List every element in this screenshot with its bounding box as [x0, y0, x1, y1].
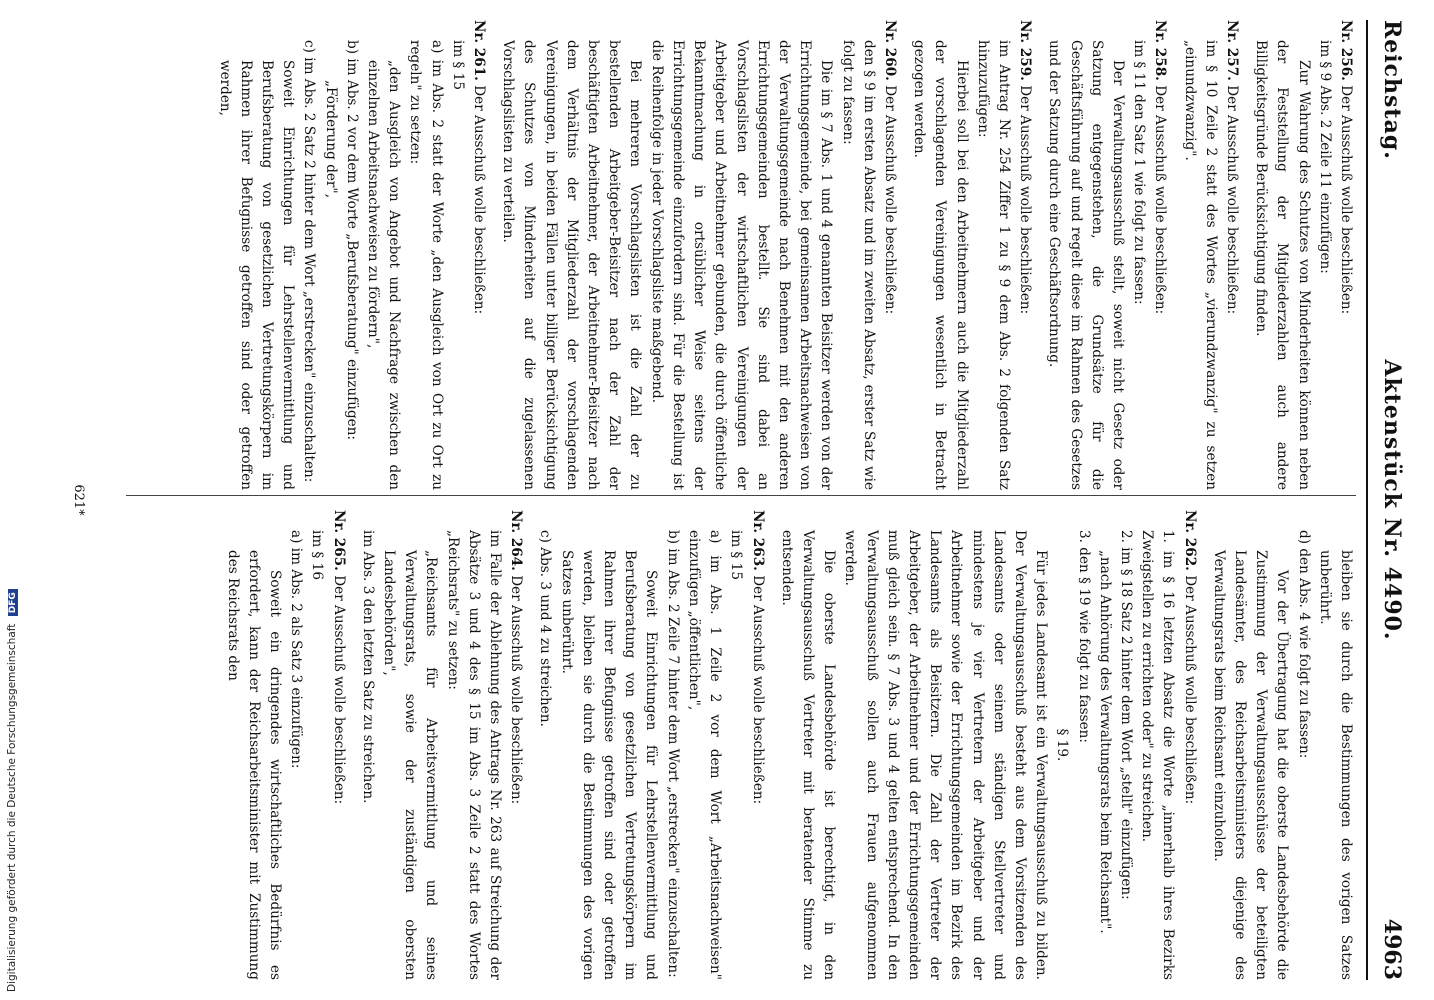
- entry-number: Nr. 263.: [749, 510, 766, 571]
- entry-item: a) im Abs. 2 als Satz 3 einzufügen:: [288, 530, 305, 769]
- entry-line: im § 9 Abs. 2 Zeile 11 einzufügen:: [1316, 40, 1333, 274]
- entry-number: Nr. 265.: [330, 510, 347, 571]
- entry-item: c) im Abs. 2 Satz 2 hinter dem Wort „erstrecken" einzuschalten:: [301, 40, 318, 483]
- entry-text: Für jedes Landesamt ist ein Verwaltungsausschuß zu bilden. Der Verwaltungsausschuß besteht aus dem Vorsitzenden des Landesamts oder seinem ständigen Stellvertreter und mindestens je vier Vertretern der Arbeitgeber und der Arbeitnehmer sowie der Errichtungsgemeinden im Bezirk des Landesamts als Beisitzern. Die Zahl der Vertreter der Arbeitgeber, der Arbeitnehmer und der Errichtungsgemeinden muß gleich sein. § 7 Abs. 3 und 4 gelten entsprechend. In den Verwaltungsausschuß sollen auch Frauen aufgenommen werden.: [842, 530, 1050, 980]
- entry-261: [213, 20, 489, 490]
- entry-item: d) den Abs. 4 wie folgt zu fassen:: [1295, 530, 1312, 759]
- page-header: [1372, 20, 1406, 980]
- entry-quote: Soweit ein dringendes wirtschaftliches Bedürfnis es erfordert, kann der Reichsarbeitsminister mit Zustimmung des Reichsrats den: [224, 550, 284, 980]
- entry-lead: Der Ausschuß wolle beschließen:: [1152, 85, 1169, 315]
- header-aktenstueck: Aktenstück Nr. 4490.: [1379, 359, 1405, 641]
- entry-lead: Der Ausschuß wolle beschließen:: [330, 575, 347, 805]
- entry-item: b) im Abs. 2 Zeile 7 hinter dem Wort „erstrecken" einzuschalten:: [664, 530, 681, 978]
- entry-258: [1043, 20, 1170, 490]
- dfg-logo: DFG: [8, 589, 18, 616]
- entry-quote: bleiben sie durch die Bestimmungen des vorigen Satzes unberührt.: [1316, 550, 1354, 980]
- entry-text: Die im § 7 Abs. 1 und 4 genannten Beisitzer werden von der Errichtungsgemeinde, bei gemeinsamen Arbeitsnachweisen von der Verwaltungsgemeinde nach Benehmen mit den anderen Errichtungsgemeinden bestellt. Sie sind dabei an Vorschlagslisten der wirtschaftlichen Vereinigungen der Arbeitgeber und Arbeitnehmer gebunden, die durch öffentliche Bekanntmachung in ortsüblicher Weise seitens der Errichtungsgemeinde einzufordern sind. Für die Bestellung ist die Reihenfolge in jeder Vorschlagsliste maßgebend.: [648, 40, 835, 490]
- entry-item: 2. im § 18 Satz 2 hinter dem Wort „stellt" einzufügen:: [1117, 530, 1134, 900]
- entry-line: im § 10 Zeile 2 statt des Wortes „vierundzwanzig" zu setzen „einundzwanzig".: [1181, 40, 1219, 490]
- entry-lead: Der Ausschuß wolle beschließen:: [1181, 575, 1198, 805]
- entry-261-continued: [1208, 510, 1356, 980]
- entry-line: den § 9 im ersten Absatz und im zweiten Absatz, erster Satz wie folgt zu fassen:: [839, 40, 877, 490]
- entry-lead: Der Ausschuß wolle beschließen:: [1338, 85, 1354, 315]
- header-page-number: 4963: [1379, 918, 1405, 980]
- entry-quote: „den Ausgleich von Angebot und Nachfrage zwischen den einzelnen Arbeitsnachweisen zu fördern",: [365, 60, 403, 490]
- entry-text: Die oberste Landesbehörde ist berechtigt, in den Verwaltungsausschuß Vertreter mit beratender Stimme zu entsenden.: [778, 530, 838, 980]
- entry-text: Der Verwaltungsausschuß stellt, soweit nicht Gesetz oder Satzung entgegenstehen, die Grundsätze für die Geschäftsführung auf und regelt diese im Rahmen des Gesetzes und der Satzung durch eine Geschäftsordnung.: [1046, 40, 1126, 490]
- entry-number: Nr. 264.: [508, 510, 525, 571]
- entry-number: Nr. 259.: [1017, 20, 1034, 81]
- column-divider: [126, 495, 1356, 496]
- entry-quote: Soweit Einrichtungen für Lehrstellenvermittlung und Berufsberatung von gesetzlichen Vertretungskörpern im Rahmen ihrer Befugnisse getroffen sind oder getroffen werden,: [216, 60, 297, 490]
- entry-number: Nr. 258.: [1152, 20, 1169, 81]
- entry-number: Nr. 262.: [1181, 510, 1198, 571]
- header-reichstag: Reichstag.: [1379, 20, 1405, 160]
- entry-item: 3. den § 19 wie folgt zu fassen:: [1075, 530, 1092, 743]
- entry-lead: Der Ausschuß wolle beschließen:: [1223, 85, 1240, 315]
- entry-item: 1. im § 16 letzten Absatz die Worte „innerhalb ihres Bezirks Zweigstellen zu errichten oder" zu streichen.: [1139, 530, 1177, 980]
- entry-lead: Der Ausschuß wolle beschließen:: [508, 575, 525, 805]
- entry-number: Nr. 260.: [881, 20, 898, 81]
- entry-line: im § 15: [728, 530, 745, 580]
- entry-quote: „Reichsamts für Arbeitsvermittlung und seines Verwaltungsrats, sowie der zuständigen obersten Landesbehörden",: [381, 550, 440, 980]
- entry-260: [497, 20, 900, 490]
- entry-number: Nr. 257.: [1223, 20, 1240, 81]
- entry-item: b) im Abs. 2 vor dem Worte „Berufsberatung" einzufügen:: [343, 40, 360, 441]
- entry-lead: Der Ausschuß wolle beschließen:: [749, 575, 766, 805]
- column-1: [205, 20, 1356, 490]
- entry-number: Nr. 256.: [1338, 20, 1354, 81]
- entry-number: Nr. 261.: [471, 20, 488, 81]
- entry-quote: „nach Anhörung des Verwaltungsrats beim Reichsamt".: [1096, 550, 1113, 934]
- entry-264: [357, 510, 527, 980]
- entry-lead: Der Ausschuß wolle beschließen:: [1017, 85, 1034, 315]
- entry-text: Bei mehreren Vorschlagslisten ist die Zahl der zu bestellenden Arbeitgeber-Beisitzer nach der Zahl der beschäftigten Arbeitnehmer, der Arbeitnehmer-Beisitzer nach dem Verhältnis der Mitgliederzahl der vorschlagenden Vereinigungen, in beiden Fällen unter billiger Berücksichtigung des Schutzes von Minderheiten auf die zugelassenen Vorschlagslisten zu verteilen.: [500, 40, 644, 490]
- entry-text: Hierbei soll bei den Arbeitnehmern auch die Mitgliederzahl der vorschlagenden Vereinigungen wesentlich in Betracht gezogen werden.: [911, 40, 970, 490]
- entry-item: a) im Abs. 2 statt der Worte „den Ausgleich von Ort zu Ort zu regeln" zu setzen:: [407, 40, 445, 490]
- entry-quote: Soweit Einrichtungen für Lehrstellenvermittlung und Berufsberatung von gesetzlichen Vertretungskörpern im Rahmen ihrer Befugnisse getroffen sind oder getroffen werden, bleiben sie durch die Bestimmungen des vorigen Satzes unberührt.: [558, 550, 660, 980]
- entry-line: im Antrag Nr. 254 Ziffer 1 zu § 9 dem Abs. 2 folgenden Satz hinzuzufügen:: [974, 40, 1012, 490]
- paragraph-heading: § 19.: [1054, 728, 1071, 762]
- entry-lead: Der Ausschuß wolle beschließen:: [471, 85, 488, 315]
- entry-262: [776, 510, 1200, 980]
- entry-259: [908, 20, 1035, 490]
- entry-line: im Falle der Ablehnung des Antrags Nr. 263 auf Streichung der Absätze 3 und 4 des § 15 im Abs. 3 Zeile 2 statt des Wortes „Reichsrats" zu setzen:: [444, 530, 504, 980]
- entry-263: [534, 510, 767, 980]
- entry-text: Zur Wahrung des Schutzes von Minderheiten können neben der Feststellung der Mitgliederzahlen auch andere Billigkeitsgründe Berücksichtigung finden.: [1253, 40, 1312, 490]
- entry-quote: Vor der Übertragung hat die oberste Landesbehörde die Zustimmung der Verwaltungsausschüsse der beteiligten Landesämter, des Reichsarbeitsministers diejenige des Verwaltungsrats beim Reichsamt einzuholen.: [1210, 550, 1291, 980]
- entry-line: im § 11 den Satz 1 wie folgt zu fassen:: [1131, 40, 1148, 305]
- entry-line: im § 16: [309, 530, 326, 580]
- entry-lead: Der Ausschuß wolle beschließen:: [881, 85, 898, 315]
- entry-item: c) Abs. 3 und 4 zu streichen.: [537, 530, 554, 727]
- entry-quote: „Förderung der",: [322, 80, 339, 199]
- page-footer-signature: 621*: [71, 484, 86, 516]
- entry-item: a) im Abs. 1 Zeile 2 vor dem Wort „Arbeitsnachweisen" einzufügen „öffentlichen",: [685, 530, 724, 980]
- digitization-note-text: Digitalisierung gefördert durch die Deutsche Forschungsgemeinschaft: [6, 623, 18, 992]
- entry-line: im Abs. 3 den letzten Satz zu streichen.: [359, 530, 376, 804]
- header-rule: [1366, 20, 1368, 980]
- column-2: [213, 510, 1356, 980]
- entry-257: [1178, 20, 1242, 490]
- digitization-note: [6, 589, 18, 992]
- entry-265: [221, 510, 348, 980]
- entry-256: [1250, 20, 1356, 490]
- entry-line: im § 15: [449, 40, 466, 90]
